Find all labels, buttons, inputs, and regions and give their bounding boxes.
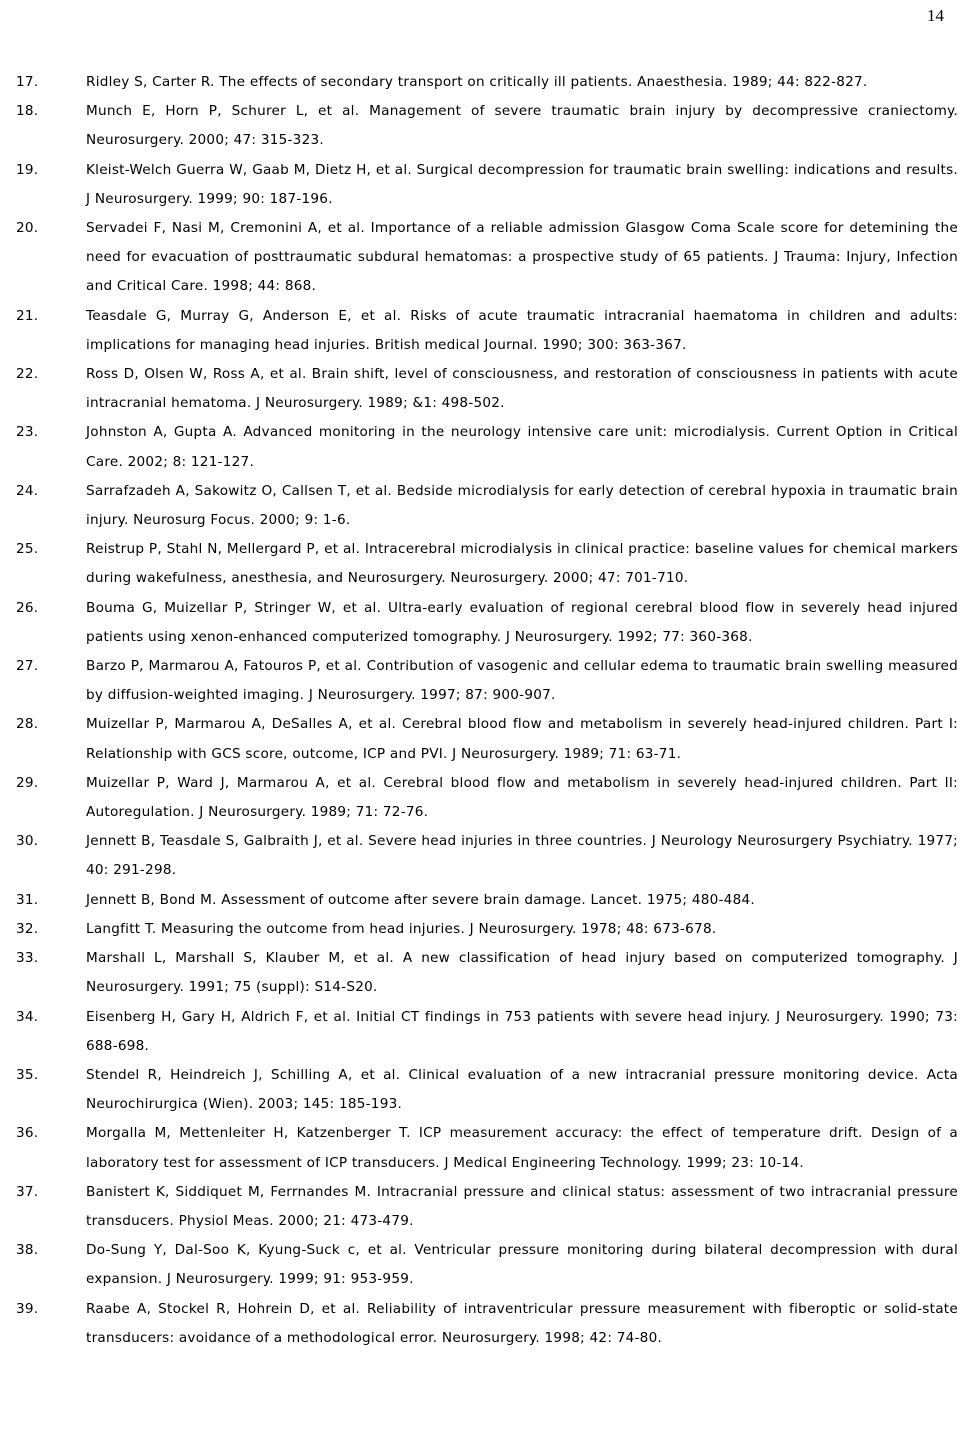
reference-number: 17. bbox=[16, 74, 39, 90]
reference-item bbox=[16, 710, 958, 768]
reference-item bbox=[16, 1119, 958, 1177]
page-number: 14 bbox=[927, 6, 944, 25]
reference-item bbox=[16, 886, 958, 915]
reference-number: 32. bbox=[16, 920, 39, 937]
reference-item bbox=[16, 944, 958, 1002]
reference-number: 34. bbox=[16, 1008, 39, 1025]
reference-number: 30. bbox=[16, 833, 39, 850]
reference-number: 39. bbox=[16, 1300, 39, 1317]
reference-number: 19. bbox=[16, 161, 39, 178]
reference-item bbox=[16, 594, 958, 652]
reference-item bbox=[16, 535, 958, 593]
reference-item bbox=[16, 1236, 958, 1294]
reference-text: Servadei F, Nasi M, Cremonini A, et al. Importance of a reliable admission Glasgow Coma Scale score for detemining the need for evacuation of posttraumatic subdural hematomas: a prospective study of 65 patients. J Trauma: Injury, Infection and Critical Care. 1998; 44: 868. bbox=[86, 220, 958, 295]
reference-text: Jennett B, Bond M. Assessment of outcome after severe brain damage. Lancet. 1975; 480-484. bbox=[86, 891, 755, 908]
reference-number: 38. bbox=[16, 1242, 39, 1259]
reference-item bbox=[16, 1061, 958, 1119]
reference-number: 29. bbox=[16, 774, 39, 791]
reference-item bbox=[16, 68, 958, 97]
reference-number: 20. bbox=[16, 220, 39, 237]
reference-text: Barzo P, Marmarou A, Fatouros P, et al. Contribution of vasogenic and cellular edema to traumatic brain swelling measured by diffusion-weighted imaging. J Neurosurgery. 1997; 87: 900-907. bbox=[86, 658, 958, 704]
reference-text: Muizellar P, Ward J, Marmarou A, et al. Cerebral blood flow and metabolism in severely head-injured children. Part II: Autoregulation. J Neurosurgery. 1989; 71: 72-76. bbox=[86, 774, 958, 821]
reference-number: 26. bbox=[16, 599, 39, 616]
reference-text: Muizellar P, Marmarou A, DeSalles A, et al. Cerebral blood flow and metabolism in severely head-injured children. Part I: Relationship with GCS score, outcome, ICP and PVI. J Neurosurgery. 1989; 71: 63-71. bbox=[86, 716, 958, 762]
reference-number: 24. bbox=[16, 482, 39, 499]
reference-item bbox=[16, 652, 958, 710]
reference-item bbox=[16, 156, 958, 214]
reference-number: 28. bbox=[16, 716, 39, 733]
reference-item bbox=[16, 418, 958, 476]
reference-number: 31. bbox=[16, 891, 39, 908]
reference-number: 22. bbox=[16, 366, 39, 383]
reference-text: Jennett B, Teasdale S, Galbraith J, et al. Severe head injuries in three countries. J Neurology Neurosurgery Psychiatry. 1977; 40: 291-298. bbox=[86, 833, 958, 879]
reference-item bbox=[16, 302, 958, 360]
reference-number: 25. bbox=[16, 541, 39, 558]
reference-item bbox=[16, 769, 958, 827]
reference-list bbox=[16, 68, 958, 1353]
reference-text: Bouma G, Muizellar P, Stringer W, et al. Ultra-early evaluation of regional cerebral blood flow in severely head injured patients using xenon-enhanced computerized tomography. J Neurosurgery. 1992; 77: 360-368. bbox=[86, 599, 958, 645]
reference-text: Langfitt T. Measuring the outcome from head injuries. J Neurosurgery. 1978; 48: 673-678. bbox=[86, 920, 717, 937]
reference-text: Kleist-Welch Guerra W, Gaab M, Dietz H, et al. Surgical decompression for traumatic brain swelling: indications and results. J Neurosurgery. 1999; 90: 187-196. bbox=[86, 161, 958, 207]
reference-item bbox=[16, 360, 958, 418]
reference-text: Reistrup P, Stahl N, Mellergard P, et al. Intracerebral microdialysis in clinical practice: baseline values for chemical markers during wakefulness, anesthesia, and Neurosurgery. Neurosurgery. 2000; 47: 701-710. bbox=[86, 541, 958, 587]
reference-text: Ridley S, Carter R. The effects of secondary transport on critically ill patients. Anaesthesia. 1989; 44: 822-827. bbox=[86, 74, 868, 90]
reference-text: Teasdale G, Murray G, Anderson E, et al. Risks of acute traumatic intracranial haematoma in children and adults: implications for managing head injuries. British medical Journal. 1990; 300: 363-367. bbox=[86, 307, 958, 353]
reference-item bbox=[16, 915, 958, 944]
reference-item bbox=[16, 477, 958, 535]
reference-text: Morgalla M, Mettenleiter H, Katzenberger T. ICP measurement accuracy: the effect of temperature drift. Design of a laboratory test for assessment of ICP transducers. J Medical Engineering Technology. 1999; 23: 10-14. bbox=[86, 1125, 958, 1171]
reference-text: Marshall L, Marshall S, Klauber M, et al. A new classification of head injury based on computerized tomography. J Neurosurgery. 1991; 75 (suppl): S14-S20. bbox=[86, 950, 958, 996]
reference-text: Munch E, Horn P, Schurer L, et al. Management of severe traumatic brain injury by decompressive craniectomy. Neurosurgery. 2000; 47: 315-323. bbox=[86, 103, 958, 149]
reference-item bbox=[16, 1295, 958, 1353]
reference-item bbox=[16, 827, 958, 885]
reference-number: 21. bbox=[16, 307, 39, 324]
reference-item bbox=[16, 1003, 958, 1061]
reference-number: 37. bbox=[16, 1183, 39, 1200]
reference-number: 33. bbox=[16, 950, 39, 967]
reference-item bbox=[16, 97, 958, 155]
reference-number: 18. bbox=[16, 103, 39, 120]
reference-text: Raabe A, Stockel R, Hohrein D, et al. Reliability of intraventricular pressure measurement with fiberoptic or solid-state transducers: avoidance of a methodological error. Neurosurgery. 1998; 42: 74-80. bbox=[86, 1300, 958, 1346]
reference-number: 23. bbox=[16, 424, 39, 441]
reference-text: Stendel R, Heindreich J, Schilling A, et al. Clinical evaluation of a new intracranial pressure monitoring device. Acta Neurochirurgica (Wien). 2003; 145: 185-193. bbox=[86, 1066, 958, 1113]
reference-text: Do-Sung Y, Dal-Soo K, Kyung-Suck c, et al. Ventricular pressure monitoring during bilateral decompression with dural expansion. J Neurosurgery. 1999; 91: 953-959. bbox=[86, 1242, 958, 1288]
reference-text: Johnston A, Gupta A. Advanced monitoring in the neurology intensive care unit: microdialysis. Current Option in Critical Care. 2002; 8: 121-127. bbox=[86, 424, 958, 470]
reference-number: 27. bbox=[16, 658, 39, 675]
reference-text: Ross D, Olsen W, Ross A, et al. Brain shift, level of consciousness, and restoration of consciousness in patients with acute intracranial hematoma. J Neurosurgery. 1989; &1: 498-502. bbox=[86, 366, 958, 412]
reference-number: 36. bbox=[16, 1125, 39, 1142]
reference-text: Eisenberg H, Gary H, Aldrich F, et al. Initial CT findings in 753 patients with severe head injury. J Neurosurgery. 1990; 73: 688-698. bbox=[86, 1008, 958, 1054]
reference-item bbox=[16, 1178, 958, 1236]
reference-text: Banistert K, Siddiquet M, Ferrnandes M. Intracranial pressure and clinical status: assessment of two intracranial pressure transducers. Physiol Meas. 2000; 21: 473-479. bbox=[86, 1183, 958, 1229]
reference-number: 35. bbox=[16, 1066, 39, 1083]
reference-text: Sarrafzadeh A, Sakowitz O, Callsen T, et al. Bedside microdialysis for early detection of cerebral hypoxia in traumatic brain injury. Neurosurg Focus. 2000; 9: 1-6. bbox=[86, 482, 958, 529]
reference-item bbox=[16, 214, 958, 302]
